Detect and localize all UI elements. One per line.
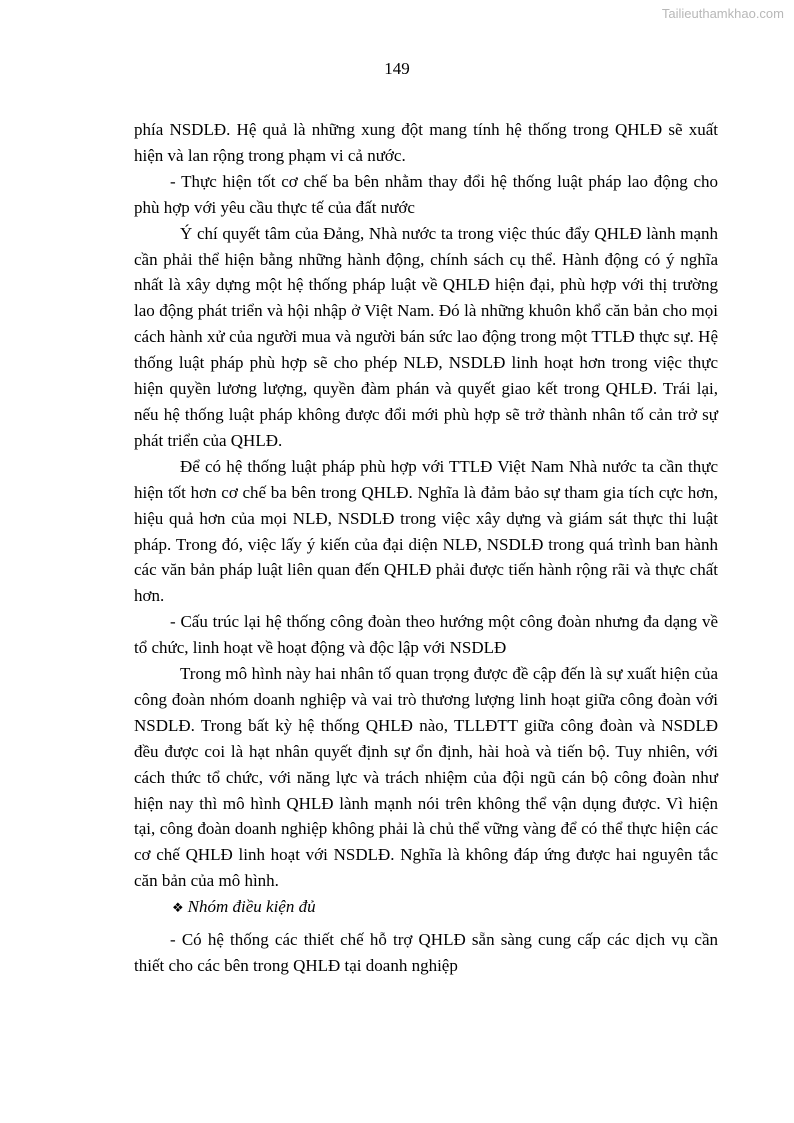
paragraph-union-model: Trong mô hình này hai nhân tố quan trọng được đề cập đến là sự xuất hiện của công đoàn nhóm doanh nghiệp và vai trò thương lượng linh hoạt giữa công đoàn với NSDLĐ. Trong bất kỳ hệ thống QHLĐ nào, TLLĐTT giữa công đoàn và NSDLĐ đều được coi là hạt nhân quyết định sự ổn định, hài hoà và tiến bộ. Tuy nhiên, với cách thức tổ chức, với năng lực và trách nhiệm của đội ngũ cán bộ công đoàn như hiện nay thì mô hình QHLĐ lành mạnh nói trên không thể vận dụng được. Vì hiện tại, công đoàn doanh nghiệp không phải là chủ thể vững vàng để có thể thực hiện các cơ chế QHLĐ linh hoạt với NSDLĐ. Nghĩa là không đáp ứng được hai nguyên tắc căn bản của mô hình. (134, 664, 718, 891)
document-body (134, 117, 718, 979)
paragraph-bullet-tripartite: - Thực hiện tốt cơ chế ba bên nhằm thay đổi hệ thống luật pháp lao động cho phù hợp với yêu cầu thực tế của đất nước (134, 171, 718, 217)
section-heading-text: Nhóm điều kiện đủ (187, 897, 316, 917)
page-number: 149 (384, 59, 410, 78)
diamond-bullet-icon: ❖ (172, 900, 184, 916)
paragraph-legal-system: Để có hệ thống luật pháp phù hợp với TTLĐ Việt Nam Nhà nước ta cần thực hiện tốt hơn cơ chế ba bên trong QHLĐ. Nghĩa là đảm bảo sự tham gia tích cực hơn, hiệu quả hơn của mọi NLĐ, NSDLĐ trong việc xây dựng và giám sát thực thi luật pháp. Trong đó, việc lấy ý kiến của đại diện NLĐ, NSDLĐ trong quá trình ban hành các văn bản pháp luật liên quan đến QHLĐ phải được tiến hành rộng rãi và thực chất hơn. (134, 456, 718, 606)
paragraph-bullet-support-institutions: - Có hệ thống các thiết chế hỗ trợ QHLĐ sẵn sàng cung cấp các dịch vụ cần thiết cho các bên trong QHLĐ tại doanh nghiệp (134, 930, 718, 975)
watermark: Tailieuthamkhao.com (661, 6, 784, 21)
paragraph-continuation: phía NSDLĐ. Hệ quả là những xung đột mang tính hệ thống trong QHLĐ sẽ xuất hiện và lan rộng trong phạm vi cả nước. (134, 120, 718, 165)
paragraph-political-will: Ý chí quyết tâm của Đảng, Nhà nước ta trong việc thúc đẩy QHLĐ lành mạnh cần phải thể hiện bằng những hành động, chính sách cụ thể. Hành động có ý nghĩa nhất là xây dựng một hệ thống pháp luật về QHLĐ hiện đại, phù hợp với thị trường lao động phát triển và hội nhập ở Việt Nam. Đó là những khuôn khổ căn bản cho mọi cách hành xử của người mua và người bán sức lao động trong một TTLĐ thực sự. Hệ thống luật pháp phù hợp sẽ cho phép NLĐ, NSDLĐ linh hoạt hơn trong việc thực hiện quyền lương lượng, quyền đàm phán và quyết giao kết trong QHLĐ. Trái lại, nếu hệ thống luật pháp không được đổi mới phù hợp sẽ trở thành nhân tố cản trở sự phát triển của QHLĐ. (134, 223, 718, 450)
section-heading (134, 894, 718, 921)
paragraph-bullet-union-restructure: - Cấu trúc lại hệ thống công đoàn theo hướng một công đoàn nhưng đa dạng về tổ chức, linh hoạt về hoạt động và độc lập với NSDLĐ (134, 612, 718, 658)
